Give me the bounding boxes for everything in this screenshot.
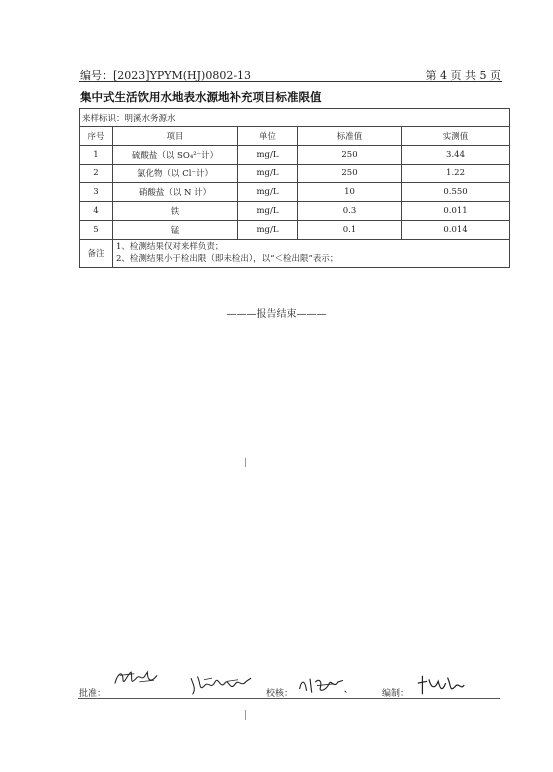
row-item: 氯化物（以 Cl⁻计） [113, 164, 238, 183]
report-number: 编号：[2023]YPYM(HJ)0802-13 [80, 69, 252, 82]
column-header: 序号 [80, 127, 113, 146]
row-standard: 10 [298, 183, 402, 202]
notes-row [80, 239, 510, 267]
header-divider [79, 81, 502, 82]
table-row [80, 202, 510, 221]
table-row [80, 183, 510, 202]
row-item: 硫酸盐（以 SO₄²⁻计） [113, 145, 238, 164]
column-header: 项目 [113, 127, 238, 146]
row-standard: 0.3 [298, 202, 402, 221]
table-row [80, 220, 510, 239]
row-item: 铁 [113, 202, 238, 221]
scan-mark [245, 458, 246, 467]
sample-row [80, 109, 510, 127]
compiler-signature [412, 672, 470, 698]
notes-body [113, 239, 510, 267]
row-measured: 0.014 [402, 220, 510, 239]
notes-label: 备注 [80, 239, 113, 267]
row-unit: mg/L [238, 202, 298, 221]
row-number: 3 [80, 183, 113, 202]
row-measured: 0.011 [402, 202, 510, 221]
row-item: 硝酸盐（以 N 计） [113, 183, 238, 202]
note-line: 1、检测结果仅对来样负责； [116, 242, 224, 253]
sample-label: 来样标识：明溪水务源水 [80, 109, 510, 127]
row-measured: 1.22 [402, 164, 510, 183]
row-measured: 3.44 [402, 145, 510, 164]
row-measured: 0.550 [402, 183, 510, 202]
row-number: 5 [80, 220, 113, 239]
results-table [79, 108, 510, 268]
row-unit: mg/L [238, 164, 298, 183]
note-line: 2、检测结果小于检出限（即未检出），以“＜检出限”表示； [116, 254, 339, 265]
approver-signature [106, 664, 166, 690]
row-number: 4 [80, 202, 113, 221]
header-row [80, 127, 510, 146]
column-header: 标准值 [298, 127, 402, 146]
approve-label: 批准： [79, 689, 107, 699]
row-item: 锰 [113, 220, 238, 239]
compile-label: 编制： [382, 689, 410, 699]
row-standard: 0.1 [298, 220, 402, 239]
row-unit: mg/L [238, 145, 298, 164]
signature-rule [78, 698, 500, 699]
table-row [80, 164, 510, 183]
approver-signature [180, 670, 262, 696]
column-header: 实测值 [402, 127, 510, 146]
row-standard: 250 [298, 164, 402, 183]
reviewer-signature [292, 670, 354, 696]
column-header: 单位 [238, 127, 298, 146]
review-label: 校核： [266, 689, 294, 699]
document-title: 集中式生活饮用水地表水源地补充项目标准限值 [80, 90, 322, 104]
page-info: 第 4 页 共 5 页 [425, 69, 501, 82]
row-number: 2 [80, 164, 113, 183]
table-row [80, 145, 510, 164]
row-unit: mg/L [238, 183, 298, 202]
report-end-marker: ———报告结束——— [226, 309, 327, 320]
row-unit: mg/L [238, 220, 298, 239]
scan-mark [245, 710, 246, 720]
row-number: 1 [80, 145, 113, 164]
row-standard: 250 [298, 145, 402, 164]
